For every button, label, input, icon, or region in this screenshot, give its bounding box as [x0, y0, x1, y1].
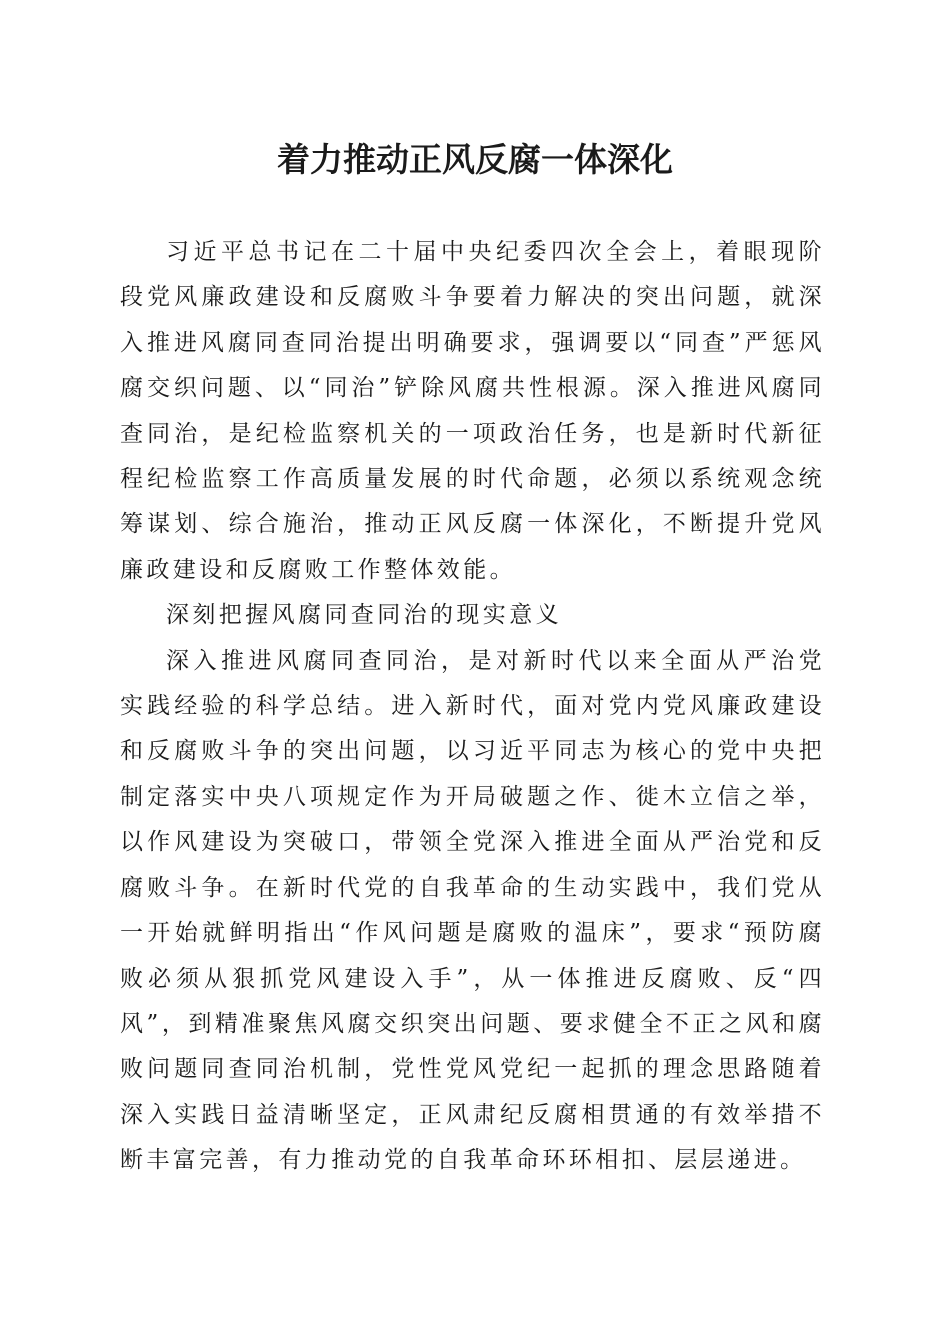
document-body: [120, 230, 825, 1184]
paragraph-intro: 习近平总书记在二十届中央纪委四次全会上，着眼现阶段党风廉政建设和反腐败斗争要着力解决的突出问题，就深入推进风腐同查同治提出明确要求，强调要以“同查”严惩风腐交织问题、以“同治”铲除风腐共性根源。深入推进风腐同查同治，是纪检监察机关的一项政治任务，也是新时代新征程纪检监察工作高质量发展的时代命题，必须以系统观念统筹谋划、综合施治，推动正风反腐一体深化，不断提升党风廉政建设和反腐败工作整体效能。: [120, 239, 825, 583]
document-title: 着力推动正风反腐一体深化: [277, 140, 673, 179]
paragraph-significance: 深入推进风腐同查同治，是对新时代以来全面从严治党实践经验的科学总结。进入新时代，面对党内党风廉政建设和反腐败斗争的突出问题，以习近平同志为核心的党中央把制定落实中央八项规定作为开局破题之作、徙木立信之举，以作风建设为突破口，带领全党深入推进全面从严治党和反腐败斗争。在新时代党的自我革命的生动实践中，我们党从一开始就鲜明指出“作风问题是腐败的温床”，要求“预防腐败必须从狠抓党风建设入手”，从一体推进反腐败、反“四风”，到精准聚焦风腐交织突出问题、要求健全不正之风和腐败问题同查同治机制，党性党风党纪一起抓的理念思路随着深入实践日益清晰坚定，正风肃纪反腐相贯通的有效举措不断丰富完善，有力推动党的自我革命环环相扣、层层递进。: [120, 647, 825, 1174]
section-heading: 深刻把握风腐同查同治的现实意义: [166, 602, 562, 629]
